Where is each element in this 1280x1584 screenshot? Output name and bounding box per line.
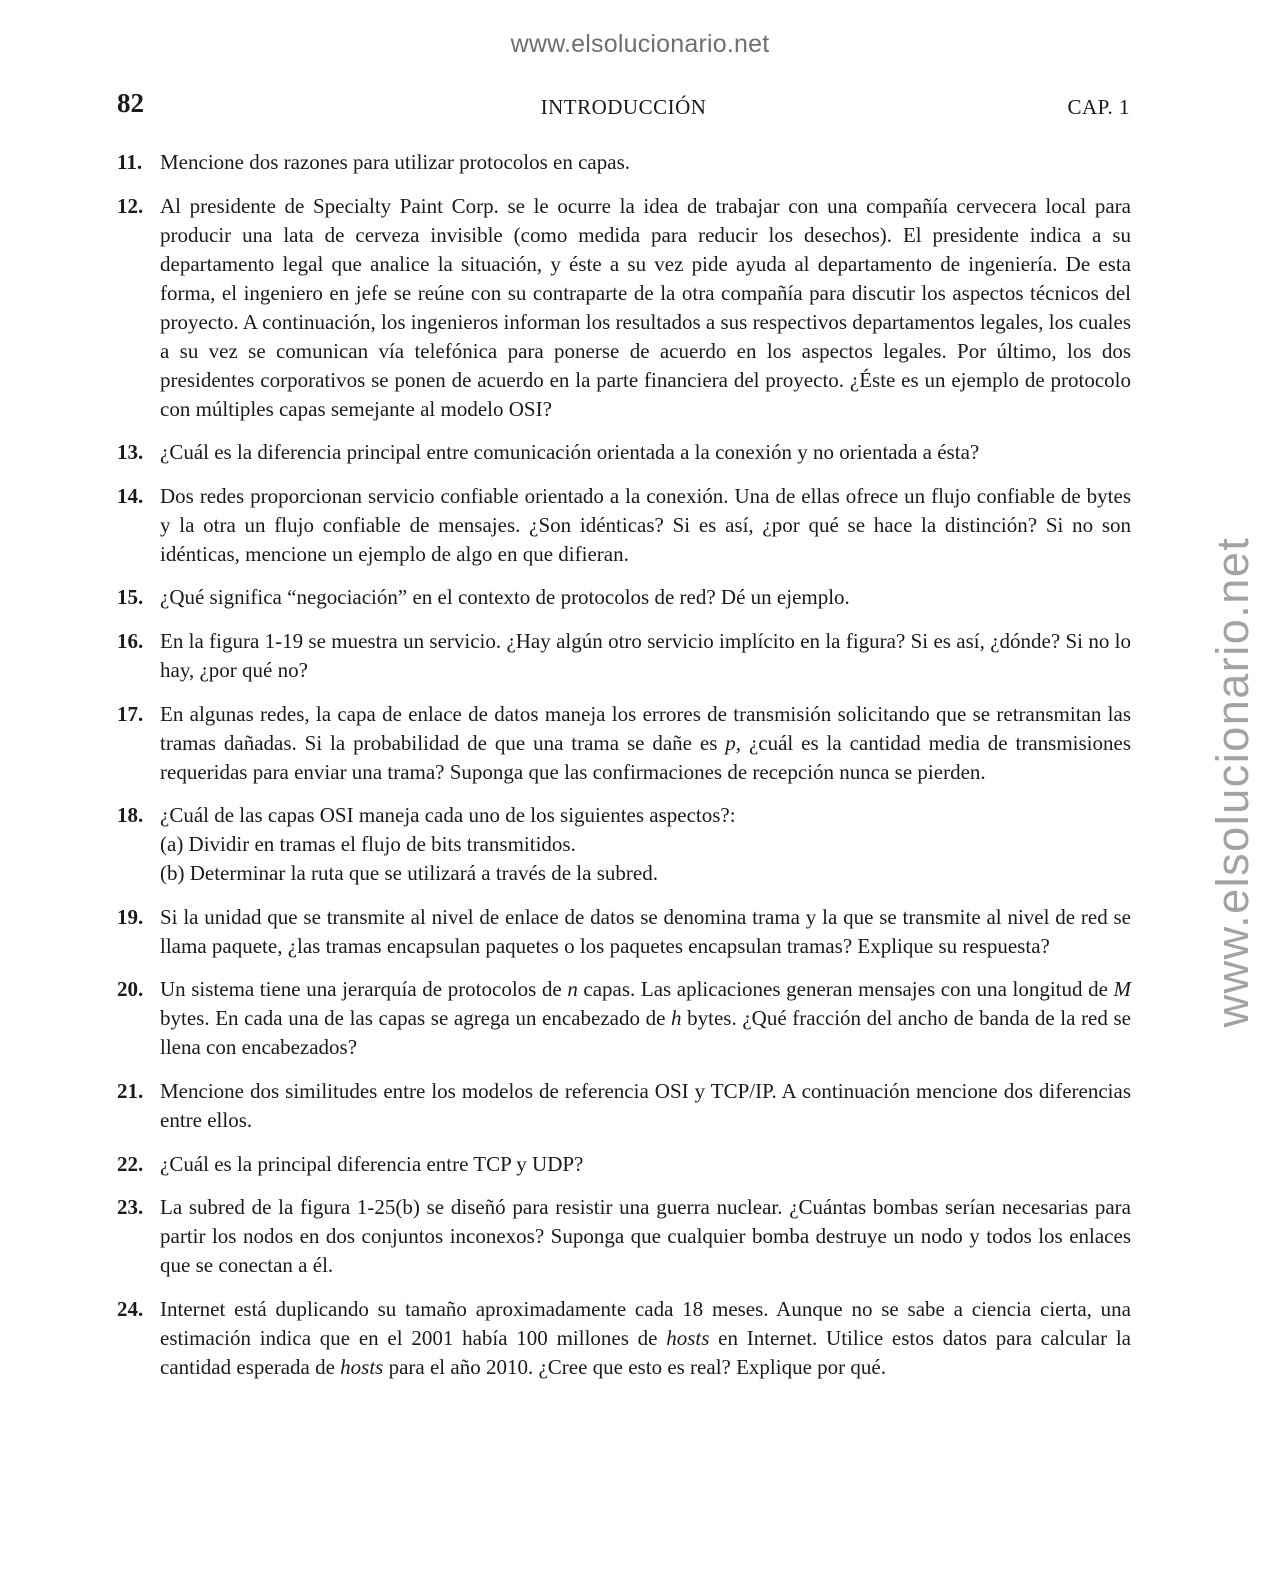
question-number: 12. <box>117 193 144 218</box>
question-item-18 <box>117 801 1131 888</box>
question-number: 16. <box>117 628 144 653</box>
question-number: 24. <box>117 1296 144 1321</box>
term-hosts: hosts <box>666 1325 710 1350</box>
text-segment: bytes. ¿Qué fracción del ancho de banda de la red se llena con encabezados? <box>160 1006 1131 1060</box>
question-text <box>160 975 1131 1062</box>
text-segment: capas. Las aplicaciones generan mensajes con una longitud de <box>577 977 1114 1002</box>
question-number: 18. <box>117 803 144 828</box>
question-item-16 <box>117 627 1131 685</box>
text-segment: Internet está duplicando su tamaño aproximadamente cada 18 meses. Aunque no se sabe a ciencia cierta, una estimación indica que en el 2001 había 100 millones de <box>160 1296 1131 1350</box>
question-item-21 <box>117 1077 1131 1135</box>
question-item-13 <box>117 438 1131 467</box>
term-hosts: hosts <box>340 1354 384 1379</box>
text-segment: Un sistema tiene una jerarquía de protocolos de <box>160 977 568 1002</box>
sub-item-b: (b) Determinar la ruta que se utilizará a través de la subred. <box>160 861 658 886</box>
question-item-11 <box>117 148 1131 177</box>
question-item-24 <box>117 1295 1131 1382</box>
question-text: Mencione dos razones para utilizar protocolos en capas. <box>160 150 630 174</box>
question-item-12 <box>117 192 1131 424</box>
question-text <box>160 700 1131 787</box>
question-item-22 <box>117 1150 1131 1179</box>
text-segment: En algunas redes, la capa de enlace de datos maneja los errores de transmisión solicitando que se retransmitan las tramas dañadas. Si la probabilidad de que una trama se dañe es <box>160 701 1131 755</box>
chapter-reference: CAP. 1 <box>1067 95 1130 119</box>
text-segment: ¿cuál es la cantidad media de transmisiones requeridas para enviar una trama? Suponga que las confirmaciones de recepción nunca se pierden. <box>160 730 1132 784</box>
question-list <box>117 148 1131 1396</box>
question-number: 20. <box>117 977 144 1002</box>
question-text: ¿Cuál es la principal diferencia entre TCP y UDP? <box>160 1151 584 1176</box>
question-text: ¿Cuál de las capas OSI maneja cada uno de los siguientes aspectos?: <box>160 803 736 828</box>
question-item-14 <box>117 482 1131 569</box>
variable-h: h <box>671 1006 682 1031</box>
question-text: Dos redes proporcionan servicio confiable orientado a la conexión. Una de ellas ofrece un flujo confiable de bytes y la otra un flujo confiable de mensajes. ¿Son idénticas? Si es así, ¿por qué se hace la distinción? Si no son idénticas, mencione un ejemplo de algo en que difieran. <box>160 483 1131 566</box>
question-number: 17. <box>117 701 144 726</box>
question-number: 11. <box>117 150 143 174</box>
question-item-17 <box>117 700 1131 787</box>
question-item-19 <box>117 903 1131 961</box>
running-head <box>117 88 1130 128</box>
question-number: 21. <box>117 1078 144 1103</box>
watermark-url-top: www.elsolucionario.net <box>510 30 770 58</box>
question-text: Mencione dos similitudes entre los modelos de referencia OSI y TCP/IP. A continuación mencione dos diferencias entre ellos. <box>160 1078 1131 1132</box>
question-text: La subred de la figura 1-25(b) se diseñó para resistir una guerra nuclear. ¿Cuántas bombas serían necesarias para partir los nodos en dos conjuntos inconexos? Suponga que cualquier bomba destruye un nodo y todos los enlaces que se conectan a él. <box>160 1195 1131 1278</box>
watermark-url-side: www.elsolucionario.net <box>1207 536 1258 1028</box>
question-text: ¿Qué significa “negociación” en el contexto de protocolos de red? Dé un ejemplo. <box>160 585 850 610</box>
question-number: 23. <box>117 1195 144 1220</box>
question-text: Al presidente de Specialty Paint Corp. se le ocurre la idea de trabajar con una compañía cervecera local para producir una lata de cerveza invisible (como medida para reducir los desechos). El presidente indica a su departamento legal que analice la situación, y éste a su vez pide ayuda al departamento de ingeniería. De esta forma, el ingeniero en jefe se reúne con su contraparte de la otra compañía para discutir los aspectos técnicos del proyecto. A continuación, los ingenieros informan los resultados a sus respectivos departamentos legales, los cuales a su vez se comunican vía telefónica para ponerse de acuerdo en los aspectos legales. Por último, los dos presidentes corporativos se ponen de acuerdo en la parte financiera del proyecto. ¿Éste es un ejemplo de protocolo con múltiples capas semejante al modelo OSI? <box>160 193 1132 421</box>
variable-n: n <box>567 977 578 1002</box>
question-item-15 <box>117 583 1131 612</box>
question-number: 15. <box>117 585 144 610</box>
question-number: 14. <box>117 483 144 508</box>
page-number: 82 <box>117 88 144 118</box>
question-text: ¿Cuál es la diferencia principal entre comunicación orientada a la conexión y no orientada a ésta? <box>160 440 980 465</box>
variable-m: M <box>1113 977 1131 1002</box>
question-number: 22. <box>117 1151 144 1176</box>
sub-item-a: (a) Dividir en tramas el flujo de bits transmitidos. <box>160 832 576 857</box>
question-number: 13. <box>117 440 144 465</box>
chapter-title: INTRODUCCIÓN <box>540 95 707 119</box>
text-segment: bytes. En cada una de las capas se agrega un encabezado de <box>160 1006 672 1031</box>
text-segment: para el año 2010. ¿Cree que esto es real? Explique por qué. <box>383 1354 886 1379</box>
question-text: Si la unidad que se transmite al nivel de enlace de datos se denomina trama y la que se transmite al nivel de red se llama paquete, ¿las tramas encapsulan paquetes o los paquetes encapsulan tramas? Explique su respuesta? <box>160 904 1131 958</box>
question-text <box>160 1295 1131 1382</box>
question-number: 19. <box>117 904 144 929</box>
variable-p: p, <box>725 730 742 755</box>
question-item-20 <box>117 975 1131 1062</box>
text-segment: en Internet. Utilice estos datos para calcular la cantidad esperada de <box>160 1325 1131 1379</box>
question-item-23 <box>117 1193 1131 1280</box>
question-text: En la figura 1-19 se muestra un servicio. ¿Hay algún otro servicio implícito en la figura? Si es así, ¿dónde? Si no lo hay, ¿por qué no? <box>160 628 1131 682</box>
